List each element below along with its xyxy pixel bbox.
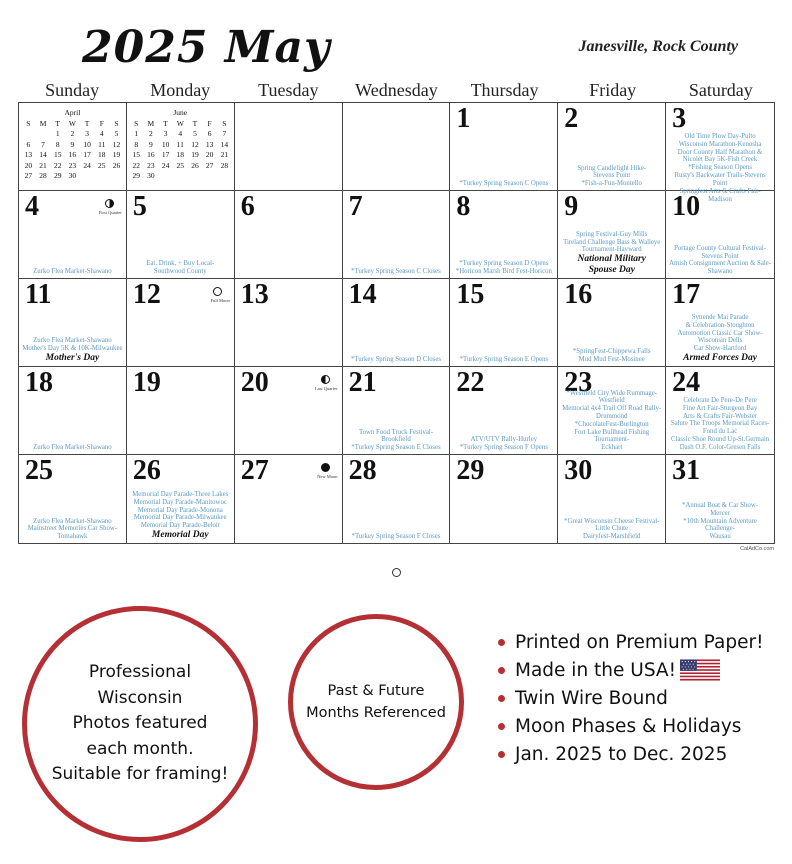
mini-day [21, 129, 36, 140]
event-line: Door County Half Marathon & [677, 148, 763, 156]
event-line: Little Chute [595, 525, 629, 533]
day-cell [127, 191, 235, 279]
day-cell [127, 455, 235, 543]
weekday-label: Tuesday [258, 80, 319, 100]
event-line: *Turkey Spring Season C Closes [351, 268, 441, 276]
mini-day: 26 [191, 160, 199, 170]
bullet-icon [498, 751, 505, 758]
day-cell [235, 455, 343, 543]
weekday-label: Wednesday [355, 80, 438, 100]
mini-day: 9 [70, 139, 75, 149]
event-list [452, 356, 555, 364]
day-number: 14 [348, 279, 377, 310]
event-line: & Celebration-Stoughton [685, 321, 755, 329]
event-line: Drummond [596, 412, 628, 420]
mini-day: 19 [191, 150, 199, 160]
mini-weekday-label: S [134, 118, 139, 128]
day-number: 26 [132, 455, 161, 486]
mini-day: 20 [24, 160, 33, 170]
event-list [21, 444, 124, 452]
usa-flag-icon [680, 659, 720, 681]
mini-day: 28 [220, 160, 229, 170]
mini-day: 19 [112, 150, 121, 160]
event-line: Wisconsin Marathon-Kenosha [678, 140, 762, 148]
weekday-header [18, 80, 775, 101]
day-number: 8 [456, 191, 471, 222]
mini-day: 4 [178, 129, 183, 139]
event-line: Dairyfest-Marshfield [583, 533, 641, 541]
mini-day: 22 [132, 160, 140, 170]
mini-day: 4 [99, 129, 104, 139]
mini-day: 6 [26, 139, 31, 149]
day-number: 20 [240, 367, 269, 398]
event-list [668, 314, 772, 364]
mini-day: 13 [24, 150, 33, 160]
day-number: 27 [240, 455, 269, 486]
mini-day: 14 [39, 150, 47, 160]
day-cell [343, 455, 451, 543]
event-line: *Annual Boat & Car Show- [682, 501, 759, 509]
mini-day: 29 [53, 171, 62, 181]
mini-day: 1 [134, 129, 139, 139]
event-line: *Turkey Spring Season D Closes [350, 356, 441, 364]
day-cell [19, 455, 127, 543]
event-line: Spring Candlelight Hike- [577, 164, 647, 172]
moon-phase-label: First Quarter [98, 210, 122, 215]
event-list [21, 337, 124, 364]
event-list [560, 348, 663, 364]
day-number: 5 [132, 191, 147, 222]
event-list [129, 491, 232, 541]
event-line: Tournament-Hayward [581, 246, 642, 254]
first-moon-icon [105, 199, 114, 208]
event-line: *Turkey Spring Season E Closes [351, 444, 441, 452]
day-number: 1 [456, 103, 471, 134]
mini-day: 16 [68, 150, 77, 160]
event-line: Mercer [710, 509, 730, 517]
mini-day: 1 [55, 129, 60, 139]
mini-day: 14 [220, 139, 229, 149]
weekday-label: Sunday [45, 80, 100, 100]
event-line: *Turkey Spring Season D Opens [459, 260, 549, 268]
event-list [668, 397, 772, 452]
promo-line: Professional [88, 662, 192, 683]
day-cell [666, 279, 774, 367]
event-line: Fond du Lac [702, 428, 738, 436]
day-cell [558, 103, 666, 191]
mini-day: 27 [24, 171, 33, 181]
day-cell [450, 191, 558, 279]
day-number: 10 [672, 191, 701, 222]
day-cell [127, 279, 235, 367]
mini-weekday-label: T [192, 118, 198, 128]
day-number: 24 [672, 367, 701, 398]
day-number: 17 [672, 279, 701, 310]
event-line: *Horicon Marsh Bird Fest-Horicon [455, 268, 552, 276]
mini-calendar [21, 108, 124, 181]
day-cell [235, 367, 343, 455]
feature-item: Jan. 2025 to Dec. 2025 [498, 740, 764, 768]
mini-day [94, 171, 109, 182]
day-cell [558, 455, 666, 543]
day-number: 15 [456, 279, 485, 310]
mini-weekday-label: M [147, 118, 155, 128]
event-line: ATV/UTV Rally-Hurley [470, 436, 538, 444]
day-number: 13 [240, 279, 269, 310]
event-line: Tireland Challenge Bass & Walleye [563, 238, 661, 246]
feature-item: Moon Phases & Holidays [498, 712, 764, 740]
mini-weekday-label: S [26, 118, 31, 128]
mini-day [109, 171, 124, 182]
empty-day-cell [343, 103, 451, 191]
mini-day: 8 [134, 139, 139, 149]
event-line: Mud Mud Fest-Mosinee [578, 356, 645, 364]
event-line: *Turkey Spring Season C Opens [459, 180, 549, 188]
mini-weekday-label: W [176, 118, 184, 128]
day-cell [343, 367, 451, 455]
mini-day: 21 [220, 150, 229, 160]
mini-day: 17 [83, 150, 91, 160]
event-list [560, 231, 663, 276]
holiday-label: National Military [577, 254, 646, 265]
holiday-label: Memorial Day [151, 530, 209, 541]
mini-weekday-label: T [84, 118, 90, 128]
moon-phase-label: Full Moon [210, 298, 230, 303]
event-line: Wisconsin Dells [697, 337, 743, 345]
mini-calendar-april [19, 103, 127, 191]
mini-day: 3 [163, 129, 168, 139]
mini-day: 18 [98, 150, 106, 160]
event-line: Stevens Point [701, 252, 739, 260]
mini-weekday-label: S [114, 118, 119, 128]
day-cell [666, 191, 774, 279]
event-line: Arts & Crafts Fair-Webster [683, 412, 757, 420]
event-line: *Turkey Spring Season F Closes [351, 533, 441, 541]
event-list [668, 502, 772, 541]
mini-calendar-june [127, 103, 235, 191]
event-list [452, 180, 555, 188]
event-line: Brookfield [381, 436, 411, 444]
mini-day: 24 [161, 160, 170, 170]
event-line: *Turkey Spring Season E Opens [459, 356, 549, 364]
last-moon-icon [321, 375, 330, 384]
mini-day: 28 [39, 171, 47, 181]
publisher-credit: CalAdCo.com [740, 546, 774, 552]
mini-day: 17 [161, 150, 170, 160]
event-line: Salute The Troops Memorial Races- [670, 420, 770, 428]
mini-day: 2 [70, 129, 75, 139]
mini-day: 12 [191, 139, 199, 149]
event-line: Zurko Flea Market-Shawano [33, 268, 112, 276]
mini-day: 7 [222, 129, 227, 139]
mini-day: 21 [39, 160, 47, 170]
mini-day: 24 [83, 160, 91, 170]
day-cell [666, 103, 774, 203]
day-number: 2 [564, 103, 579, 134]
day-number: 7 [348, 191, 363, 222]
mini-day: 30 [147, 171, 155, 181]
weekday-label: Monday [150, 80, 211, 100]
mini-day: 11 [176, 139, 184, 149]
mini-day: 25 [176, 160, 184, 170]
day-cell [127, 367, 235, 455]
event-line: Springfest Arts & Crafts Fair-Madison [679, 187, 761, 203]
event-line: Tomahawk [57, 533, 88, 541]
mini-day: 3 [85, 129, 89, 139]
event-line: Nicolet Bay 5K-Fish Creek [682, 156, 758, 164]
day-cell [19, 191, 127, 279]
day-number: 31 [672, 455, 701, 486]
mini-day [173, 171, 188, 182]
months-promo-circle [288, 614, 464, 790]
event-line: Eat, Drink, + Buy Local- [146, 260, 215, 268]
mini-day: 29 [132, 171, 140, 181]
event-line: *Fishing Season Opens [688, 164, 752, 172]
event-line: Amish Consignment Auction & Sale- [669, 260, 772, 268]
mini-weekday-label: F [207, 118, 212, 128]
event-line: Zurko Flea Market-Shawano [33, 337, 112, 345]
mini-day: 27 [205, 160, 214, 170]
event-line: Memorial Day Parade-Three Lakes [132, 491, 229, 499]
feature-list [498, 628, 764, 768]
day-cell [19, 279, 127, 367]
event-line: *Westfield City Wide Rummage- [566, 389, 658, 397]
event-line: *10th Mountain Adventure Challenge- [683, 517, 757, 533]
holiday-label: Mother's Day [45, 353, 100, 364]
event-list [668, 245, 772, 276]
day-cell [666, 367, 774, 455]
event-line: *SpringFest-Chippewa Falls [572, 348, 651, 356]
event-line: Syttende Mai Parade [691, 314, 749, 322]
day-number: 21 [348, 367, 377, 398]
feature-item: Twin Wire Bound [498, 684, 764, 712]
empty-day-cell [235, 103, 343, 191]
event-line: Fine Art Fair-Sturgeon Bay [682, 404, 758, 412]
event-line: Portage County Cultural Festival- [674, 244, 767, 252]
holiday-label: Armed Forces Day [683, 353, 757, 364]
bullet-icon [498, 723, 505, 730]
mini-day: 20 [205, 150, 214, 160]
day-number: 22 [456, 367, 485, 398]
mini-day: 15 [53, 150, 62, 160]
event-line: *Great Wisconsin Cheese Festival- [564, 517, 660, 525]
promo-line: Months Referenced [306, 705, 446, 721]
day-cell [558, 279, 666, 367]
mini-day: 13 [205, 139, 214, 149]
day-cell [235, 279, 343, 367]
event-line: Zurko Flea Market-Shawano [33, 444, 112, 452]
day-cell [450, 279, 558, 367]
day-cell [235, 191, 343, 279]
feature-item: Made in the USA! [498, 656, 764, 684]
mini-calendar-title: April [64, 108, 81, 117]
day-number: 23 [564, 367, 593, 398]
mini-day [158, 171, 173, 182]
mini-calendar [129, 108, 232, 181]
feature-item: Printed on Premium Paper! [498, 628, 764, 656]
day-number: 11 [25, 279, 52, 310]
mini-day: 5 [193, 129, 197, 139]
mini-day: 23 [147, 160, 155, 170]
event-line: Shawano [707, 268, 733, 276]
mini-day [202, 171, 217, 182]
mini-day: 30 [68, 171, 77, 181]
photo-promo-circle [22, 606, 258, 842]
event-line: Zurko Flea Market-Shawano [33, 517, 112, 525]
mini-day [36, 129, 51, 140]
day-cell [343, 191, 451, 279]
event-line: Town Food Truck Festival- [358, 428, 434, 436]
event-line: Southwood County [153, 268, 207, 276]
event-line: Westfield [598, 397, 625, 405]
day-number: 25 [25, 455, 53, 486]
event-list [560, 390, 663, 453]
event-line: Memorial Day Parade-Milwaukee [133, 514, 227, 522]
day-number: 30 [564, 455, 593, 486]
event-line: Classic Shoe Round Up-St.Germain [670, 436, 770, 444]
calendar-grid [18, 102, 775, 544]
day-number: 19 [132, 367, 161, 398]
event-list [345, 268, 448, 276]
event-line: Eckhart [601, 444, 623, 452]
day-number: 6 [240, 191, 255, 222]
new-moon-icon [321, 463, 330, 472]
day-cell [666, 455, 774, 543]
mini-weekday-label: F [99, 118, 104, 128]
full-moon-icon [213, 287, 222, 296]
day-cell [343, 279, 451, 367]
mini-calendar-title: June [173, 108, 188, 117]
event-line: Memorial 4x4 Trail Off Road Rally- [562, 405, 662, 413]
day-number: 18 [25, 367, 53, 398]
mini-day [188, 171, 203, 182]
mini-day: 18 [176, 150, 184, 160]
event-list [21, 518, 124, 541]
day-number: 3 [672, 103, 687, 134]
mini-day: 2 [149, 129, 153, 139]
promo-line: Suitable for framing! [51, 764, 229, 785]
event-list [452, 436, 555, 452]
day-number: 16 [564, 279, 593, 310]
event-list [560, 518, 663, 541]
bullet-icon [498, 695, 505, 702]
bullet-icon [498, 639, 505, 646]
mini-day [217, 171, 232, 182]
event-line: Memorial Day Parade-Beloit [140, 522, 220, 530]
moon-phase-label: New Moon [317, 474, 338, 479]
mini-day: 16 [147, 150, 155, 160]
promo-line: Photos featured [72, 713, 208, 734]
day-number: 28 [348, 455, 377, 486]
day-cell [558, 367, 666, 455]
promo-line: each month. [86, 738, 194, 759]
calendar-title: 2025 May [82, 22, 331, 73]
event-list [452, 260, 555, 276]
event-line: Wausau [709, 533, 731, 541]
event-line: Rusty's Backwater Trails-Stevens Point [674, 172, 766, 187]
event-list [345, 429, 448, 452]
event-line: *Turkey Spring Season F Opens [459, 444, 548, 452]
mini-day: 12 [112, 139, 121, 149]
event-line: Mother's Day 5K & 10K-Milwaukee [22, 345, 123, 353]
mini-day: 9 [149, 139, 153, 149]
mini-day: 15 [132, 150, 140, 160]
day-cell [450, 367, 558, 455]
event-line: Memorial Day Parade-Manitowoc [133, 498, 227, 506]
event-list [21, 268, 124, 276]
mini-day: 11 [98, 139, 106, 149]
location-label: Janesville, Rock County [578, 38, 738, 55]
mini-day: 8 [55, 139, 60, 149]
bullet-icon [498, 667, 505, 674]
event-list [345, 533, 448, 541]
mini-day: 6 [207, 129, 212, 139]
mini-weekday-label: T [163, 118, 168, 128]
event-line: Car Show-Hartford [693, 345, 747, 353]
event-list [345, 356, 448, 364]
mini-day: 10 [83, 139, 91, 149]
weekday-label: Saturday [688, 80, 753, 100]
day-cell [450, 455, 558, 543]
mini-day: 26 [112, 160, 121, 170]
promo-line: Past & Future [327, 682, 425, 699]
mini-weekday-label: W [68, 118, 76, 128]
mini-day: 5 [114, 129, 119, 139]
day-cell [558, 191, 666, 279]
mini-day: 22 [53, 160, 62, 170]
mini-day [80, 171, 95, 182]
holiday-label: Spouse Day [588, 265, 635, 276]
hanging-hole [392, 568, 401, 577]
event-line: *Fish-a-Fun-Montello [581, 180, 642, 188]
weekday-label: Friday [589, 80, 637, 100]
event-line: Dash O.F. Color-Gresen Falls [679, 443, 761, 451]
event-line: Stevens Point [593, 172, 631, 180]
weekday-label: Thursday [470, 80, 539, 100]
event-list [129, 260, 232, 276]
event-line: Memorial Day Parade-Monona [137, 506, 223, 514]
event-line: Mainstreet Memories Car Show- [27, 525, 118, 533]
event-line: Spring Festival-Guy Mills [576, 230, 648, 238]
promo-line: Wisconsin [97, 687, 183, 708]
day-number: 12 [132, 279, 161, 310]
day-cell [19, 367, 127, 455]
mini-day: 23 [68, 160, 77, 170]
event-line: *ChocolateFest-Burlington [574, 420, 649, 428]
day-number: 9 [564, 191, 579, 222]
moon-phase-label: Last Quarter [314, 386, 338, 391]
day-cell [450, 103, 558, 191]
day-number: 4 [25, 191, 39, 222]
mini-weekday-label: T [55, 118, 61, 128]
event-line: Fort Lake Bullhead Fishing Tournament- [574, 428, 650, 444]
event-line: Automotion Classic Car Show- [677, 329, 763, 337]
event-line: Old Time Plow Day-Pulto [684, 133, 756, 140]
event-list [560, 165, 663, 188]
event-line: Celebrate De Pere-De Pere [683, 397, 757, 404]
mini-day: 10 [161, 139, 170, 149]
mini-day: 7 [41, 139, 45, 149]
mini-weekday-label: M [39, 118, 47, 128]
mini-day: 25 [98, 160, 106, 170]
mini-weekday-label: S [222, 118, 227, 128]
day-number: 29 [456, 455, 485, 486]
